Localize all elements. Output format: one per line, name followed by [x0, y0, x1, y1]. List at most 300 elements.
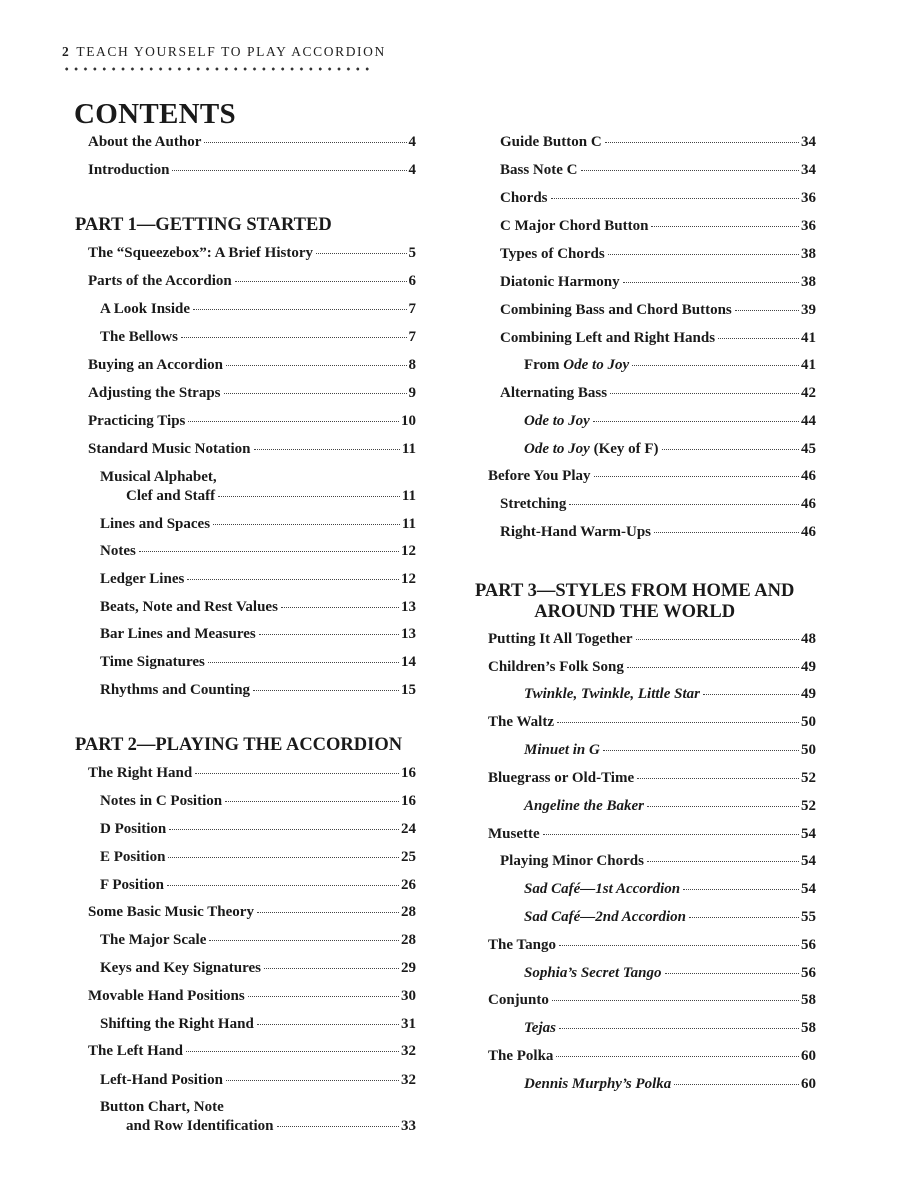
toc-entry-title [100, 1071, 223, 1090]
page-number-ref: 60 [801, 1048, 816, 1064]
dot-leader [277, 1126, 399, 1127]
toc-entry[interactable] [524, 412, 816, 431]
page-number-ref: 10 [401, 413, 416, 429]
toc-entry-title [100, 876, 164, 895]
entry-title-italic: Ode to Joy [563, 357, 630, 373]
toc-entry-title [524, 685, 700, 704]
toc-entry-title-cont: Clef and Staff [126, 488, 216, 504]
dot-leader [665, 973, 799, 974]
toc-entry-title [500, 273, 620, 292]
toc-entry-title [100, 625, 256, 644]
toc-entry[interactable] [500, 245, 816, 264]
toc-entry[interactable] [100, 570, 416, 589]
toc-entry-title [500, 384, 607, 403]
dot-leader [257, 912, 399, 913]
dot-leader [209, 940, 399, 941]
entry-text: Ledger Lines [100, 571, 185, 587]
toc-entry[interactable] [500, 133, 816, 152]
page-number-ref: 31 [401, 1016, 416, 1032]
entry-title-italic: Sophia’s Secret Tango [524, 965, 662, 981]
page-number-ref: 7 [408, 301, 416, 317]
toc-entry-title [100, 542, 136, 561]
toc-entry[interactable] [88, 1042, 416, 1061]
entry-text: Time Signatures [100, 654, 205, 670]
dot-leader [627, 667, 799, 668]
toc-entry[interactable] [100, 681, 416, 700]
toc-entry-title [524, 741, 600, 760]
entry-text: Shifting the Right Hand [100, 1016, 254, 1032]
entry-text: Parts of the Accordion [88, 273, 232, 289]
toc-entry[interactable] [500, 301, 816, 320]
toc-entry-title [100, 515, 210, 534]
dot-leader [556, 1056, 799, 1057]
part-heading [75, 735, 402, 756]
dot-leader [224, 393, 407, 394]
entry-text: Conjunto [488, 992, 549, 1008]
page-number-ref: 39 [801, 302, 816, 318]
page-number-ref: 15 [401, 682, 416, 698]
toc-entry[interactable] [500, 273, 816, 292]
toc-entry[interactable] [524, 440, 816, 459]
entry-text: Right-Hand Warm-Ups [500, 524, 651, 540]
toc-entry[interactable] [100, 1098, 416, 1136]
toc-entry-title [88, 440, 251, 459]
entry-title-italic: Dennis Murphy’s Polka [524, 1076, 672, 1092]
toc-entry-title [524, 964, 662, 983]
toc-entry-title [100, 848, 165, 867]
page-number-ref: 24 [401, 821, 416, 837]
entry-text: Combining Left and Right Hands [500, 330, 716, 346]
page-number-ref: 34 [801, 162, 816, 178]
dot-leader [226, 1080, 399, 1081]
page-number-ref: 32 [401, 1072, 416, 1088]
dot-leader [169, 829, 399, 830]
page-number-ref: 54 [801, 853, 816, 869]
page-number-ref: 52 [801, 798, 816, 814]
dot-leader [559, 945, 799, 946]
toc-entry[interactable] [488, 1047, 816, 1066]
toc-entry[interactable] [500, 495, 816, 514]
toc-entry-title [88, 161, 169, 180]
page-number-ref: 48 [801, 631, 816, 647]
toc-entry[interactable] [524, 685, 816, 704]
toc-entry[interactable] [100, 468, 416, 506]
page-number-ref: 12 [401, 571, 416, 587]
toc-entry-title [88, 903, 254, 922]
toc-entry-title [88, 412, 185, 431]
running-title: TEACH YOURSELF TO PLAY ACCORDION [76, 44, 386, 59]
dot-leader [608, 254, 799, 255]
toc-entry-title [524, 412, 590, 431]
toc-entry[interactable] [100, 931, 416, 950]
toc-entry[interactable] [488, 467, 816, 486]
page-number-ref: 25 [401, 849, 416, 865]
page-number-ref: 34 [801, 134, 816, 150]
toc-entry-title [488, 630, 633, 649]
toc-entry[interactable] [488, 630, 816, 649]
toc-entry[interactable] [88, 356, 416, 375]
page-number-ref: 4 [408, 134, 416, 150]
entry-title-italic: Twinkle, Twinkle, Little Star [524, 686, 700, 702]
page-number-ref: 28 [401, 904, 416, 920]
page-number-ref: 5 [408, 245, 416, 261]
entry-text: Introduction [88, 162, 170, 178]
entry-title-italic: Tejas [524, 1020, 556, 1036]
toc-entry-title [524, 356, 629, 375]
toc-entry-title [488, 825, 540, 844]
entry-text: Bass Note C [500, 162, 578, 178]
dot-leader [559, 1028, 799, 1029]
toc-entry-title [524, 440, 659, 459]
toc-entry-title [500, 523, 651, 542]
toc-entry[interactable] [488, 825, 816, 844]
toc-entry-title [100, 820, 166, 839]
toc-entry[interactable] [488, 713, 816, 732]
page-number-ref: 41 [801, 330, 816, 346]
toc-entry[interactable] [100, 959, 416, 978]
page-number-ref: 14 [401, 654, 416, 670]
entry-text: Before You Play [488, 468, 591, 484]
toc-entry[interactable] [488, 769, 816, 788]
toc-entry[interactable] [524, 1019, 816, 1038]
toc-entry[interactable] [100, 820, 416, 839]
entry-text: The Bellows [100, 329, 178, 345]
page-number-ref: 4 [408, 162, 416, 178]
entry-text: F Position [100, 877, 165, 893]
dot-leader [603, 750, 799, 751]
page-number-ref: 54 [801, 826, 816, 842]
dot-leader [208, 662, 399, 663]
dot-leader [551, 198, 799, 199]
dot-leader [610, 393, 799, 394]
dot-leader [662, 449, 799, 450]
entry-text: Types of Chords [500, 246, 605, 262]
entry-text: Musette [488, 826, 540, 842]
page-number-ref: 36 [801, 218, 816, 234]
entry-line-1 [100, 468, 416, 487]
toc-entry[interactable] [488, 991, 816, 1010]
toc-entry-title [500, 852, 644, 871]
dot-leader [718, 338, 799, 339]
entry-text: A Look Inside [100, 301, 191, 317]
dot-leader [543, 834, 799, 835]
entry-text: Bluegrass or Old-Time [488, 770, 635, 786]
toc-entry-title [488, 1047, 553, 1066]
toc-entry[interactable] [500, 384, 816, 403]
page-number: 2 [62, 44, 71, 59]
toc-entry-title [100, 328, 178, 347]
dot-leader [264, 968, 399, 969]
toc-entry[interactable] [100, 515, 416, 534]
dot-leader [139, 551, 399, 552]
part-heading-line-2: AROUND THE WORLD [534, 602, 736, 622]
dot-leader [253, 690, 399, 691]
dot-leader [167, 885, 399, 886]
toc-entry-title [88, 1042, 183, 1061]
dot-leader [689, 917, 799, 918]
toc-entry-title [100, 959, 261, 978]
entry-title-italic: Ode to Joy [524, 413, 590, 429]
dot-leader [218, 496, 400, 497]
dot-leader [636, 639, 799, 640]
toc-entry[interactable] [500, 161, 816, 180]
dot-leader [735, 310, 799, 311]
page-number-ref: 32 [401, 1043, 416, 1059]
page-number-ref: 46 [801, 524, 816, 540]
entry-text: Notes [100, 543, 136, 559]
entry-text: Playing Minor Chords [500, 853, 644, 869]
dot-leader [683, 889, 799, 890]
page-number-ref: 41 [801, 357, 816, 373]
toc-entry-title [88, 133, 201, 152]
page-number-ref: 42 [801, 385, 816, 401]
toc-entry-title [524, 797, 644, 816]
dot-leader [593, 421, 799, 422]
entry-text: Combining Bass and Chord Buttons [500, 302, 732, 318]
page-number-ref: 50 [801, 742, 816, 758]
toc-entry[interactable] [88, 987, 416, 1006]
toc-entry-title [488, 713, 554, 732]
toc-entry[interactable] [500, 189, 816, 208]
page-number-ref: 49 [801, 686, 816, 702]
toc-entry-title [88, 384, 221, 403]
toc-entry[interactable] [500, 523, 816, 542]
part-heading-line-1: PART 3—STYLES FROM HOME AND [475, 581, 795, 601]
entry-text: C Major Chord Button [500, 218, 649, 234]
dot-leader [172, 170, 406, 171]
toc-entry-title [100, 598, 278, 617]
page-number-ref: 33 [401, 1118, 416, 1134]
toc-entry[interactable] [500, 329, 816, 348]
entry-text: Movable Hand Positions [88, 988, 245, 1004]
page-number-ref: 56 [801, 965, 816, 981]
dot-leader [187, 579, 399, 580]
page-number-ref: 28 [401, 932, 416, 948]
toc-entry-title [88, 764, 192, 783]
page-number-ref: 58 [801, 992, 816, 1008]
page-number-ref: 38 [801, 246, 816, 262]
page-number-ref: 50 [801, 714, 816, 730]
entry-text: Guide Button C [500, 134, 602, 150]
page-number-ref: 49 [801, 659, 816, 675]
dot-leader [204, 142, 406, 143]
part-heading-text: PART 2—PLAYING THE ACCORDION [75, 735, 403, 755]
toc-entry[interactable] [100, 625, 416, 644]
page-number-ref: 11 [401, 488, 416, 504]
page-number-ref: 46 [801, 468, 816, 484]
page-number-ref: 29 [401, 960, 416, 976]
toc-entry[interactable] [100, 542, 416, 561]
toc-entry-title [500, 329, 715, 348]
entry-title-italic: Angeline the Baker [524, 798, 645, 814]
toc-entry-title [100, 1015, 254, 1034]
page-number-ref: 12 [401, 543, 416, 559]
toc-entry[interactable] [100, 876, 416, 895]
toc-entry[interactable] [88, 133, 416, 152]
toc-entry[interactable] [524, 797, 816, 816]
toc-entry-title [524, 880, 680, 899]
toc-entry[interactable] [100, 792, 416, 811]
toc-entry-title [88, 272, 232, 291]
page-number-ref: 13 [401, 626, 416, 642]
toc-entry[interactable] [500, 217, 816, 236]
dot-leader [225, 801, 399, 802]
page-number-ref: 55 [801, 909, 816, 925]
entry-text: Stretching [500, 496, 567, 512]
toc-entry[interactable] [88, 244, 416, 263]
toc-entry-title [100, 1099, 224, 1115]
entry-text: Some Basic Music Theory [88, 904, 254, 920]
entry-text: E Position [100, 849, 166, 865]
dot-leader [316, 253, 407, 254]
toc-entry[interactable] [524, 908, 816, 927]
entry-text: Children’s Folk Song [488, 659, 624, 675]
toc-entry-title [88, 244, 313, 263]
toc-entry-title [488, 467, 591, 486]
toc-entry-title [500, 189, 548, 208]
dot-leader [254, 449, 400, 450]
page-number-ref: 44 [801, 413, 816, 429]
dot-leader [654, 532, 799, 533]
toc-entry-title [500, 217, 648, 236]
dot-leader [226, 365, 406, 366]
part-heading-text: PART 1—GETTING STARTED [75, 215, 332, 235]
toc-entry-title [524, 1019, 556, 1038]
dot-leader [235, 281, 407, 282]
entry-text: Diatonic Harmony [500, 274, 620, 290]
toc-entry[interactable] [100, 300, 416, 319]
contents-title: CONTENTS [74, 98, 236, 130]
entry-text: D Position [100, 821, 167, 837]
dot-leader [623, 282, 799, 283]
toc-entry-title [100, 931, 206, 950]
toc-entry-title-cont: and Row Identification [126, 1118, 274, 1134]
entry-text: Bar Lines and Measures [100, 626, 256, 642]
entry-text: The Major Scale [100, 932, 207, 948]
toc-entry-title [88, 987, 245, 1006]
entry-title-italic: Minuet in G [524, 742, 600, 758]
entry-text: Rhythms and Counting [100, 682, 251, 698]
page-number-ref: 30 [401, 988, 416, 1004]
toc-entry[interactable] [100, 328, 416, 347]
toc-entry-title [500, 133, 602, 152]
page-number-ref: 36 [801, 190, 816, 206]
toc-entry[interactable] [88, 440, 416, 459]
toc-entry-title [500, 161, 578, 180]
dot-leader [594, 476, 800, 477]
toc-entry-title [500, 495, 566, 514]
page-number-ref: 13 [401, 599, 416, 615]
toc-entry[interactable] [500, 852, 816, 871]
toc-entry[interactable] [88, 384, 416, 403]
entry-text: The Right Hand [88, 765, 193, 781]
page-number-ref: 8 [408, 357, 416, 373]
toc-entry-title [488, 658, 624, 677]
toc-entry[interactable] [88, 412, 416, 431]
toc-entry-title [488, 991, 549, 1010]
entry-text: Putting It All Together [488, 631, 633, 647]
dot-leader [581, 170, 800, 171]
dot-leader [257, 1024, 399, 1025]
toc-entry[interactable] [100, 1071, 416, 1090]
dot-leader [193, 309, 406, 310]
dot-leader [188, 421, 399, 422]
page-number-ref: 7 [408, 329, 416, 345]
dot-leader [168, 857, 399, 858]
toc-entry[interactable] [100, 848, 416, 867]
toc-entry-title [500, 245, 605, 264]
page-number-ref: 58 [801, 1020, 816, 1036]
entry-text: (Key of F) [589, 441, 659, 457]
dot-leader [569, 504, 799, 505]
toc-entry-title [88, 356, 223, 375]
page-number-ref: 11 [401, 516, 416, 532]
toc-entry[interactable] [488, 658, 816, 677]
dot-leader [651, 226, 799, 227]
dot-leader [674, 1084, 799, 1085]
page-number-ref: 46 [801, 496, 816, 512]
entry-text: Musical Alphabet, [100, 469, 217, 485]
part-heading [75, 215, 332, 236]
entry-text: The “Squeezebox”: A Brief History [88, 245, 313, 261]
page-number-ref: 38 [801, 274, 816, 290]
toc-entry[interactable] [488, 936, 816, 955]
dot-leader [213, 524, 400, 525]
toc-entry[interactable] [88, 161, 416, 180]
page-number-ref: 11 [401, 441, 416, 457]
toc-entry[interactable] [524, 880, 816, 899]
toc-entry[interactable] [524, 964, 816, 983]
header-dot-rule [62, 66, 372, 72]
toc-entry[interactable] [100, 653, 416, 672]
dot-leader [557, 722, 799, 723]
dot-leader [195, 773, 399, 774]
dot-leader [259, 634, 399, 635]
toc-entry[interactable] [100, 598, 416, 617]
toc-entry[interactable] [524, 356, 816, 375]
dot-leader [637, 778, 799, 779]
toc-entry-title [100, 570, 184, 589]
page-number-ref: 52 [801, 770, 816, 786]
toc-entry-title [100, 300, 190, 319]
entry-title-italic: Ode to Joy [524, 441, 590, 457]
entry-text: From [524, 357, 564, 373]
entry-line-2 [100, 1117, 416, 1136]
dot-leader [647, 806, 799, 807]
toc-entry-title [524, 1075, 671, 1094]
toc-entry[interactable] [88, 272, 416, 291]
toc-entry-title [100, 792, 222, 811]
entry-text: Adjusting the Straps [88, 385, 221, 401]
toc-entry-title [488, 769, 634, 788]
entry-text: Alternating Bass [500, 385, 608, 401]
toc-entry[interactable] [88, 764, 416, 783]
toc-entry-title [100, 469, 217, 485]
page-number-ref: 45 [801, 441, 816, 457]
dot-leader [647, 861, 799, 862]
page-number-ref: 60 [801, 1076, 816, 1092]
toc-entry[interactable] [100, 1015, 416, 1034]
entry-text: The Tango [488, 937, 556, 953]
page-number-ref: 9 [408, 385, 416, 401]
page-number-ref: 26 [401, 877, 416, 893]
toc-entry-title [100, 653, 205, 672]
page-number-ref: 16 [401, 765, 416, 781]
entry-text: Practicing Tips [88, 413, 186, 429]
toc-entry[interactable] [524, 1075, 816, 1094]
toc-entry[interactable] [524, 741, 816, 760]
toc-entry[interactable] [88, 903, 416, 922]
